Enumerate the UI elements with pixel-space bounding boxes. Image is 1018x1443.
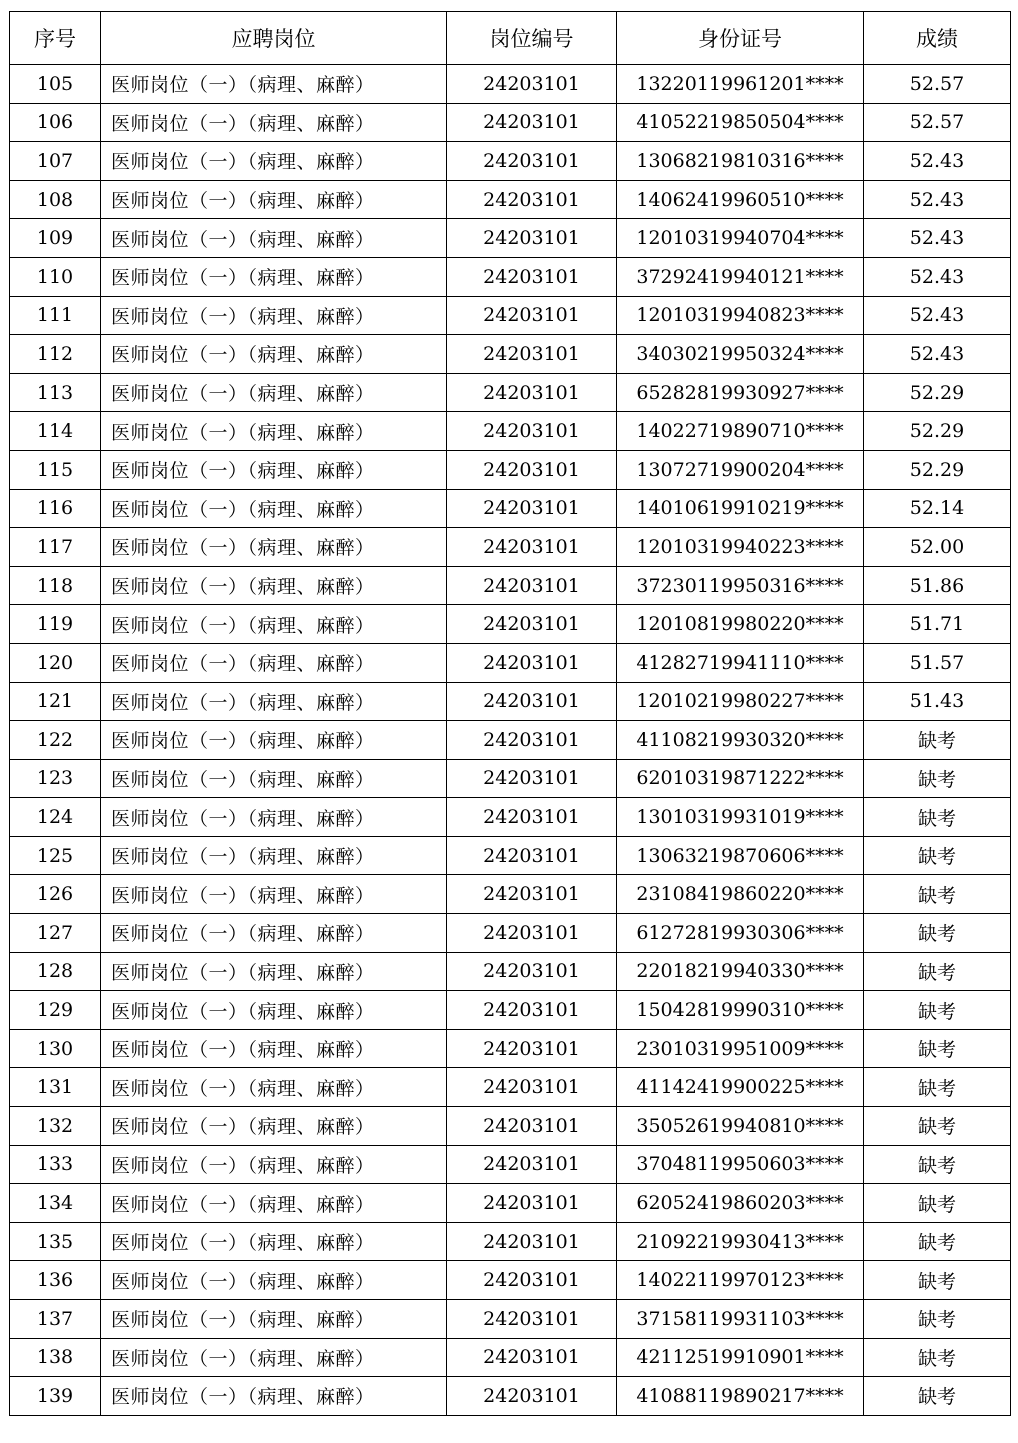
cell-seq: 107 (10, 142, 101, 181)
cell-score: 缺考 (864, 836, 1011, 875)
cell-id-number: 42112519910901**** (617, 1338, 864, 1377)
table-row (10, 721, 1011, 760)
cell-seq: 132 (10, 1107, 101, 1146)
cell-post-code: 24203101 (447, 373, 617, 412)
cell-post-code: 24203101 (447, 914, 617, 953)
cell-id-number: 37158119931103**** (617, 1300, 864, 1339)
cell-post: 医师岗位（一）（病理、麻醉） (101, 335, 447, 374)
cell-id-number: 14062419960510**** (617, 180, 864, 219)
table-row (10, 296, 1011, 335)
table-row (10, 914, 1011, 953)
cell-post-code: 24203101 (447, 180, 617, 219)
cell-post: 医师岗位（一）（病理、麻醉） (101, 798, 447, 837)
cell-post: 医师岗位（一）（病理、麻醉） (101, 1107, 447, 1146)
cell-post-code: 24203101 (447, 450, 617, 489)
cell-post-code: 24203101 (447, 1107, 617, 1146)
table-row (10, 1184, 1011, 1223)
cell-seq: 131 (10, 1068, 101, 1107)
cell-seq: 116 (10, 489, 101, 528)
cell-id-number: 12010319940823**** (617, 296, 864, 335)
cell-post: 医师岗位（一）（病理、麻醉） (101, 914, 447, 953)
cell-post-code: 24203101 (447, 1377, 617, 1416)
table-row (10, 1377, 1011, 1416)
cell-seq: 126 (10, 875, 101, 914)
cell-id-number: 12010319940223**** (617, 528, 864, 567)
cell-seq: 109 (10, 219, 101, 258)
cell-post-code: 24203101 (447, 103, 617, 142)
cell-score: 52.29 (864, 373, 1011, 412)
cell-post-code: 24203101 (447, 296, 617, 335)
table-body (10, 65, 1011, 1416)
cell-seq: 108 (10, 180, 101, 219)
cell-post-code: 24203101 (447, 489, 617, 528)
cell-post: 医师岗位（一）（病理、麻醉） (101, 1300, 447, 1339)
cell-score: 缺考 (864, 1029, 1011, 1068)
cell-id-number: 41142419900225**** (617, 1068, 864, 1107)
cell-seq: 106 (10, 103, 101, 142)
cell-score: 缺考 (864, 1107, 1011, 1146)
cell-post: 医师岗位（一）（病理、麻醉） (101, 142, 447, 181)
cell-id-number: 62010319871222**** (617, 759, 864, 798)
cell-post-code: 24203101 (447, 219, 617, 258)
cell-seq: 125 (10, 836, 101, 875)
table-row (10, 180, 1011, 219)
cell-seq: 134 (10, 1184, 101, 1223)
cell-score: 52.14 (864, 489, 1011, 528)
cell-score: 缺考 (864, 1222, 1011, 1261)
header-row (10, 12, 1011, 65)
cell-id-number: 15042819990310**** (617, 991, 864, 1030)
table-row (10, 1300, 1011, 1339)
cell-post-code: 24203101 (447, 65, 617, 104)
cell-post-code: 24203101 (447, 836, 617, 875)
table-row (10, 489, 1011, 528)
cell-post-code: 24203101 (447, 1184, 617, 1223)
cell-post-code: 24203101 (447, 991, 617, 1030)
cell-post: 医师岗位（一）（病理、麻醉） (101, 257, 447, 296)
cell-score: 52.43 (864, 257, 1011, 296)
cell-score: 52.43 (864, 335, 1011, 374)
cell-seq: 127 (10, 914, 101, 953)
cell-score: 51.71 (864, 605, 1011, 644)
cell-seq: 136 (10, 1261, 101, 1300)
cell-seq: 138 (10, 1338, 101, 1377)
cell-post-code: 24203101 (447, 605, 617, 644)
cell-score: 缺考 (864, 952, 1011, 991)
cell-id-number: 12010219980227**** (617, 682, 864, 721)
cell-seq: 112 (10, 335, 101, 374)
cell-score: 缺考 (864, 1338, 1011, 1377)
cell-id-number: 14022719890710**** (617, 412, 864, 451)
cell-post: 医师岗位（一）（病理、麻醉） (101, 721, 447, 760)
cell-post: 医师岗位（一）（病理、麻醉） (101, 643, 447, 682)
cell-id-number: 12010819980220**** (617, 605, 864, 644)
header-post-code: 岗位编号 (447, 12, 617, 65)
cell-post-code: 24203101 (447, 1029, 617, 1068)
cell-score: 52.29 (864, 450, 1011, 489)
cell-post: 医师岗位（一）（病理、麻醉） (101, 219, 447, 258)
cell-post-code: 24203101 (447, 682, 617, 721)
table-row (10, 335, 1011, 374)
cell-post-code: 24203101 (447, 1222, 617, 1261)
table-row (10, 566, 1011, 605)
cell-score: 52.00 (864, 528, 1011, 567)
score-table (9, 11, 1011, 1416)
table-row (10, 1261, 1011, 1300)
cell-post: 医师岗位（一）（病理、麻醉） (101, 1184, 447, 1223)
cell-post-code: 24203101 (447, 1261, 617, 1300)
cell-id-number: 13072719900204**** (617, 450, 864, 489)
cell-seq: 110 (10, 257, 101, 296)
cell-seq: 114 (10, 412, 101, 451)
table-row (10, 103, 1011, 142)
header-id-number: 身份证号 (617, 12, 864, 65)
table-row (10, 836, 1011, 875)
cell-post-code: 24203101 (447, 643, 617, 682)
table-row (10, 952, 1011, 991)
cell-id-number: 65282819930927**** (617, 373, 864, 412)
table-row (10, 875, 1011, 914)
cell-post-code: 24203101 (447, 721, 617, 760)
cell-seq: 122 (10, 721, 101, 760)
cell-score: 52.57 (864, 65, 1011, 104)
table-row (10, 798, 1011, 837)
cell-post: 医师岗位（一）（病理、麻醉） (101, 1029, 447, 1068)
cell-id-number: 14010619910219**** (617, 489, 864, 528)
cell-post: 医师岗位（一）（病理、麻醉） (101, 296, 447, 335)
table-row (10, 1222, 1011, 1261)
header-score: 成绩 (864, 12, 1011, 65)
cell-score: 缺考 (864, 1300, 1011, 1339)
cell-score: 缺考 (864, 875, 1011, 914)
table-row (10, 142, 1011, 181)
cell-post: 医师岗位（一）（病理、麻醉） (101, 566, 447, 605)
cell-score: 缺考 (864, 1184, 1011, 1223)
table-row (10, 1068, 1011, 1107)
cell-post: 医师岗位（一）（病理、麻醉） (101, 489, 447, 528)
cell-post-code: 24203101 (447, 412, 617, 451)
cell-score: 52.43 (864, 296, 1011, 335)
cell-post-code: 24203101 (447, 566, 617, 605)
cell-score: 52.43 (864, 180, 1011, 219)
cell-post-code: 24203101 (447, 875, 617, 914)
cell-post: 医师岗位（一）（病理、麻醉） (101, 1338, 447, 1377)
cell-post: 医师岗位（一）（病理、麻醉） (101, 1377, 447, 1416)
cell-seq: 119 (10, 605, 101, 644)
cell-post: 医师岗位（一）（病理、麻醉） (101, 103, 447, 142)
cell-post: 医师岗位（一）（病理、麻醉） (101, 528, 447, 567)
cell-post: 医师岗位（一）（病理、麻醉） (101, 875, 447, 914)
table-row (10, 682, 1011, 721)
table-row (10, 759, 1011, 798)
cell-seq: 128 (10, 952, 101, 991)
cell-post: 医师岗位（一）（病理、麻醉） (101, 836, 447, 875)
cell-score: 缺考 (864, 1068, 1011, 1107)
table-row (10, 373, 1011, 412)
table-row (10, 1145, 1011, 1184)
table-row (10, 991, 1011, 1030)
cell-score: 52.43 (864, 219, 1011, 258)
cell-post: 医师岗位（一）（病理、麻醉） (101, 991, 447, 1030)
cell-seq: 130 (10, 1029, 101, 1068)
cell-post-code: 24203101 (447, 1145, 617, 1184)
table-row (10, 643, 1011, 682)
cell-id-number: 13010319931019**** (617, 798, 864, 837)
cell-seq: 123 (10, 759, 101, 798)
table-row (10, 412, 1011, 451)
cell-post: 医师岗位（一）（病理、麻醉） (101, 1261, 447, 1300)
table-row (10, 1107, 1011, 1146)
cell-id-number: 12010319940704**** (617, 219, 864, 258)
cell-id-number: 37230119950316**** (617, 566, 864, 605)
cell-post-code: 24203101 (447, 257, 617, 296)
cell-post-code: 24203101 (447, 759, 617, 798)
cell-id-number: 41052219850504**** (617, 103, 864, 142)
cell-score: 51.86 (864, 566, 1011, 605)
cell-seq: 118 (10, 566, 101, 605)
cell-id-number: 13068219810316**** (617, 142, 864, 181)
cell-post: 医师岗位（一）（病理、麻醉） (101, 1145, 447, 1184)
cell-id-number: 22018219940330**** (617, 952, 864, 991)
cell-score: 缺考 (864, 798, 1011, 837)
cell-score: 缺考 (864, 914, 1011, 953)
table-row (10, 528, 1011, 567)
cell-post: 医师岗位（一）（病理、麻醉） (101, 180, 447, 219)
cell-score: 缺考 (864, 1145, 1011, 1184)
cell-id-number: 41088119890217**** (617, 1377, 864, 1416)
cell-post: 医师岗位（一）（病理、麻醉） (101, 1068, 447, 1107)
cell-score: 缺考 (864, 1377, 1011, 1416)
cell-seq: 139 (10, 1377, 101, 1416)
cell-post-code: 24203101 (447, 1338, 617, 1377)
table-row (10, 219, 1011, 258)
cell-post-code: 24203101 (447, 952, 617, 991)
cell-score: 缺考 (864, 991, 1011, 1030)
header-seq: 序号 (10, 12, 101, 65)
cell-seq: 129 (10, 991, 101, 1030)
cell-score: 缺考 (864, 1261, 1011, 1300)
cell-score: 52.57 (864, 103, 1011, 142)
cell-post-code: 24203101 (447, 528, 617, 567)
cell-seq: 115 (10, 450, 101, 489)
cell-post-code: 24203101 (447, 142, 617, 181)
cell-id-number: 61272819930306**** (617, 914, 864, 953)
cell-seq: 111 (10, 296, 101, 335)
cell-post: 医师岗位（一）（病理、麻醉） (101, 682, 447, 721)
table-row (10, 65, 1011, 104)
table-row (10, 257, 1011, 296)
cell-post-code: 24203101 (447, 798, 617, 837)
cell-post: 医师岗位（一）（病理、麻醉） (101, 65, 447, 104)
table-header (10, 12, 1011, 65)
table-row (10, 605, 1011, 644)
cell-seq: 137 (10, 1300, 101, 1339)
cell-id-number: 35052619940810**** (617, 1107, 864, 1146)
cell-seq: 105 (10, 65, 101, 104)
table-row (10, 450, 1011, 489)
cell-post-code: 24203101 (447, 1068, 617, 1107)
cell-score: 51.57 (864, 643, 1011, 682)
cell-post: 医师岗位（一）（病理、麻醉） (101, 605, 447, 644)
cell-post: 医师岗位（一）（病理、麻醉） (101, 952, 447, 991)
cell-post-code: 24203101 (447, 335, 617, 374)
cell-id-number: 13220119961201**** (617, 65, 864, 104)
header-post: 应聘岗位 (101, 12, 447, 65)
cell-score: 52.43 (864, 142, 1011, 181)
cell-post: 医师岗位（一）（病理、麻醉） (101, 373, 447, 412)
cell-post-code: 24203101 (447, 1300, 617, 1339)
cell-seq: 124 (10, 798, 101, 837)
cell-score: 缺考 (864, 721, 1011, 760)
cell-seq: 117 (10, 528, 101, 567)
cell-id-number: 13063219870606**** (617, 836, 864, 875)
cell-post: 医师岗位（一）（病理、麻醉） (101, 1222, 447, 1261)
cell-id-number: 62052419860203**** (617, 1184, 864, 1223)
cell-id-number: 41108219930320**** (617, 721, 864, 760)
cell-post: 医师岗位（一）（病理、麻醉） (101, 450, 447, 489)
cell-id-number: 37292419940121**** (617, 257, 864, 296)
cell-id-number: 23108419860220**** (617, 875, 864, 914)
cell-id-number: 34030219950324**** (617, 335, 864, 374)
cell-id-number: 37048119950603**** (617, 1145, 864, 1184)
cell-id-number: 14022119970123**** (617, 1261, 864, 1300)
cell-post: 医师岗位（一）（病理、麻醉） (101, 759, 447, 798)
cell-post: 医师岗位（一）（病理、麻醉） (101, 412, 447, 451)
table-row (10, 1029, 1011, 1068)
cell-score: 51.43 (864, 682, 1011, 721)
cell-seq: 121 (10, 682, 101, 721)
table-row (10, 1338, 1011, 1377)
cell-seq: 133 (10, 1145, 101, 1184)
cell-seq: 120 (10, 643, 101, 682)
cell-score: 52.29 (864, 412, 1011, 451)
cell-id-number: 21092219930413**** (617, 1222, 864, 1261)
cell-seq: 135 (10, 1222, 101, 1261)
cell-score: 缺考 (864, 759, 1011, 798)
cell-seq: 113 (10, 373, 101, 412)
cell-id-number: 41282719941110**** (617, 643, 864, 682)
cell-id-number: 23010319951009**** (617, 1029, 864, 1068)
